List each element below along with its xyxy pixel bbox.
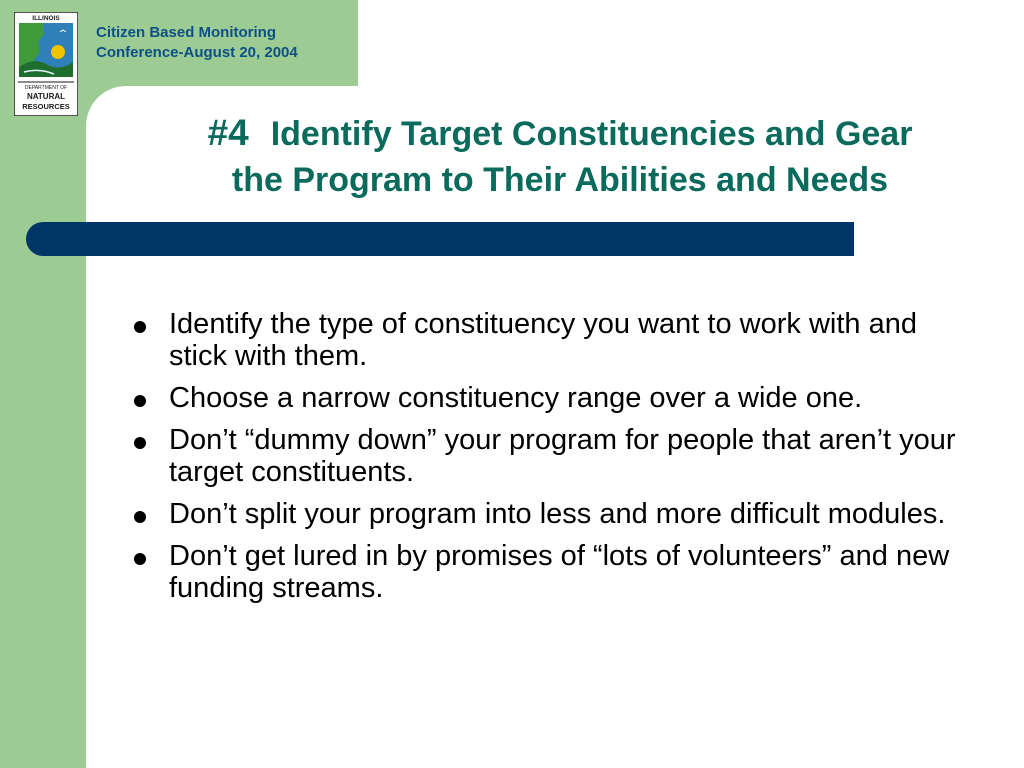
conference-title-line1: Citizen Based Monitoring <box>96 24 276 41</box>
logo-top-text: ILLINOIS <box>32 15 60 22</box>
bullet-item <box>128 382 958 414</box>
bullet-text: Identify the type of constituency you want to work with and stick with them. <box>169 308 917 372</box>
bullet-text: Choose a narrow constituency range over a wide one. <box>169 382 863 414</box>
bullet-dot-icon <box>134 395 146 407</box>
bullet-dot-icon <box>134 437 146 449</box>
bullet-dot-icon <box>134 553 146 565</box>
logo-dept-text: DEPARTMENT OF <box>24 85 68 91</box>
bullet-item <box>128 540 958 604</box>
slide-title-line1 <box>120 110 1000 157</box>
slide-title-line2: the Program to Their Abilities and Needs <box>231 161 889 199</box>
bullet-text: Don’t get lured in by promises of “lots of volunteers” and new funding streams. <box>169 540 950 604</box>
logo-name-line2: RESOURCES <box>22 102 70 111</box>
conference-title-line2: Conference-August 20, 2004 <box>96 44 298 61</box>
bullet-dot-icon <box>134 321 146 333</box>
bullet-item <box>128 498 958 530</box>
title-underline-bar <box>26 222 854 256</box>
illinois-dnr-logo <box>14 12 78 116</box>
slide-title <box>120 110 1000 203</box>
bullet-dot-icon <box>134 511 146 523</box>
slide-title-text1: Identify Target Constituencies and Gear <box>270 115 913 153</box>
conference-title <box>96 23 356 63</box>
slide-number: #4 <box>207 112 249 153</box>
bullet-item <box>128 424 958 488</box>
bullet-text: Don’t split your program into less and more difficult modules. <box>169 498 946 530</box>
bullet-list <box>128 308 958 614</box>
logo-name-line1: NATURAL <box>26 92 66 101</box>
logo-sun <box>51 45 65 59</box>
bullet-text: Don’t “dummy down” your program for people that aren’t your target constituents. <box>169 424 956 488</box>
bullet-item <box>128 308 958 372</box>
